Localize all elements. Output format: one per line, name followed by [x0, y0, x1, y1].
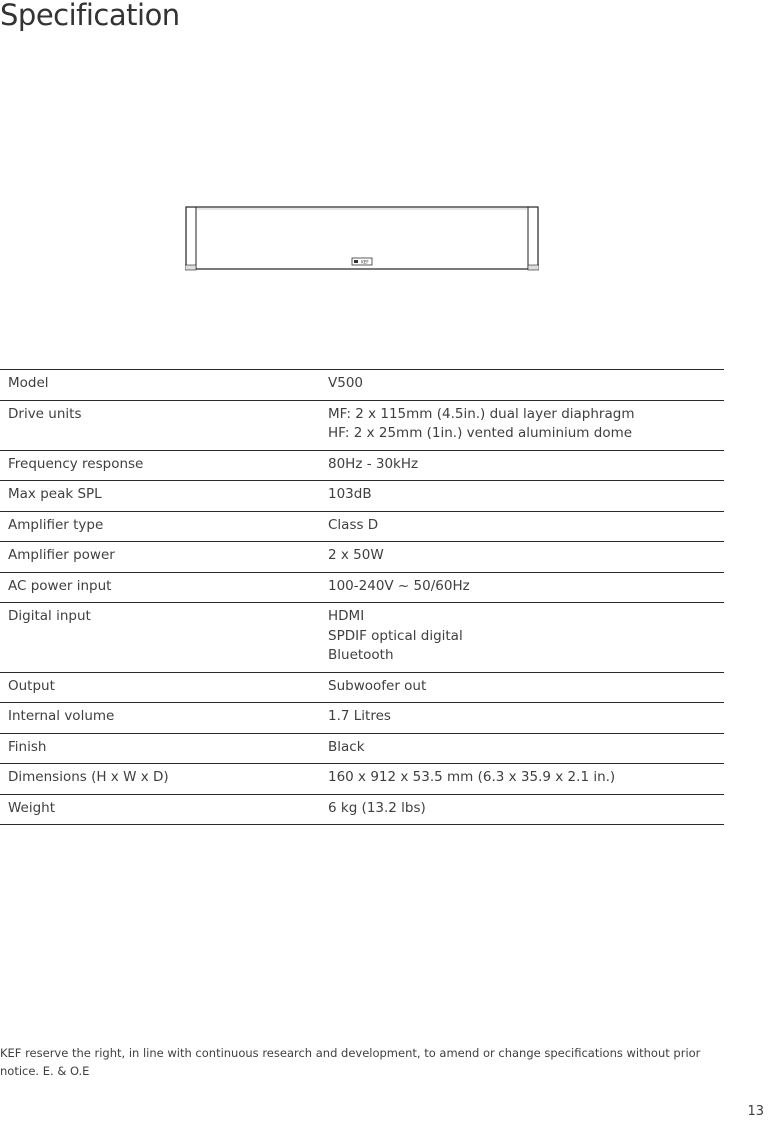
spec-value: [320, 672, 724, 703]
spec-value: [320, 733, 724, 764]
kef-badge-text: KEF: [361, 259, 369, 265]
spec-value-line: V500: [328, 375, 364, 391]
spec-value: [320, 794, 724, 825]
soundbar-drawing: [185, 205, 539, 271]
soundbar-stand-left: [185, 265, 196, 270]
spec-value: [320, 511, 724, 542]
spec-value-line: 2 x 50W: [328, 547, 384, 563]
spec-row: [0, 450, 724, 481]
spec-row: [0, 572, 724, 603]
spec-label: Frequency response: [8, 455, 144, 472]
spec-value-line: 103dB: [328, 486, 372, 502]
spec-value: [320, 481, 724, 512]
spec-label: Digital input: [8, 608, 91, 624]
spec-label: Model: [8, 375, 49, 391]
spec-label: Amplifier type: [8, 516, 104, 533]
spec-value-line: HDMI: [328, 608, 365, 624]
kef-badge-mark: [354, 260, 358, 263]
spec-value-line: Black: [328, 738, 365, 755]
spec-value: [320, 542, 724, 573]
spec-value: [320, 450, 724, 481]
spec-value-line: SPDIF optical digital: [328, 627, 463, 644]
spec-value-line: 160 x 912 x 53.5 mm (6.3 x 35.9 x 2.1 in.): [328, 769, 616, 785]
spec-row: [0, 733, 724, 764]
spec-value: [320, 703, 724, 734]
spec-row: [0, 481, 724, 512]
spec-value-line: HF: 2 x 25mm (1in.) vented aluminium dome: [328, 425, 633, 441]
disclaimer: KEF reserve the right, in line with continuous research and development, to amend or change specifications without prior notice. E. & O.E: [0, 1046, 701, 1078]
spec-value-line: 80Hz - 30kHz: [328, 455, 419, 472]
spec-value: [320, 572, 724, 603]
spec-label: Weight: [8, 799, 56, 816]
spec-value-line: MF: 2 x 115mm (4.5in.) dual layer diaphragm: [328, 405, 635, 422]
spec-row: [0, 542, 724, 573]
spec-label: Max peak SPL: [8, 486, 102, 502]
spec-row: [0, 764, 724, 795]
spec-table-body: [0, 370, 724, 825]
spec-table: [0, 369, 724, 825]
spec-value-line: Class D: [328, 516, 379, 533]
spec-row: [0, 400, 724, 450]
spec-label: Drive units: [8, 405, 82, 422]
spec-row: [0, 603, 724, 673]
spec-label: Internal volume: [8, 708, 115, 724]
spec-row: [0, 511, 724, 542]
spec-row: [0, 794, 724, 825]
spec-value-line: Subwoofer out: [328, 677, 427, 694]
spec-value-line: 6 kg (13.2 lbs): [328, 799, 426, 816]
spec-label: Dimensions (H x W x D): [8, 769, 169, 785]
spec-row: [0, 703, 724, 734]
spec-value: [320, 603, 724, 673]
spec-value-line: 100-240V ~ 50/60Hz: [328, 577, 470, 594]
soundbar-stand-right: [528, 265, 539, 270]
spec-value-line: Bluetooth: [328, 647, 394, 663]
spec-value: [320, 764, 724, 795]
spec-value: [320, 370, 724, 401]
spec-row: [0, 370, 724, 401]
page-title: Specification: [0, 0, 180, 32]
page-number: 13: [747, 1104, 764, 1119]
spec-label: Amplifier power: [8, 547, 115, 563]
spec-label: Finish: [8, 738, 47, 755]
spec-label: AC power input: [8, 577, 112, 594]
spec-value-line: 1.7 Litres: [328, 708, 391, 724]
spec-value: [320, 400, 724, 450]
spec-label: Output: [8, 677, 55, 694]
spec-row: [0, 672, 724, 703]
